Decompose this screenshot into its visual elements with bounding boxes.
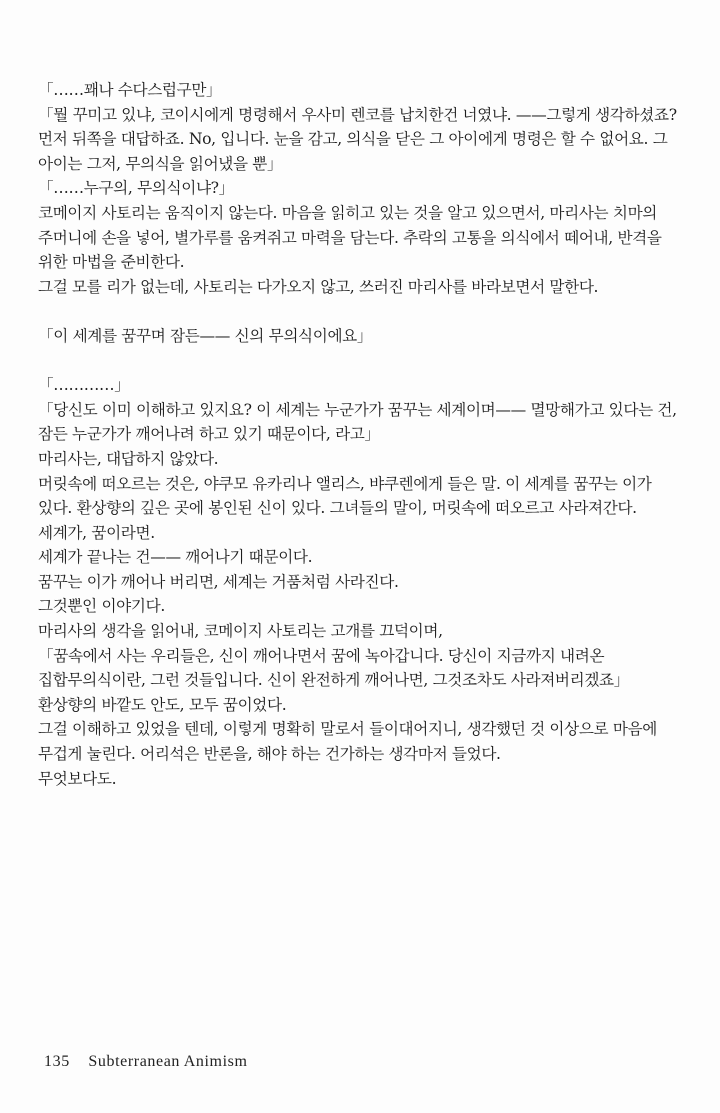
narration-paragraph: 세계가 끝나는 건—— 깨어나기 때문이다. <box>38 548 313 567</box>
narration-paragraph: 머릿속에 떠오르는 것은, 야쿠모 유카리나 앨리스, 뱌쿠렌에게 들은 말. 이 세계를 꿈꾸는 이가 있다. 환상향의 깊은 곳에 봉인된 신이 있다. 그녀들의 말이, 머릿속에 떠오르고 사라져간다. <box>38 474 652 518</box>
dialogue-line: 「이 세계를 꿈꾸며 잠든—— 신의 무의식이에요」 <box>38 326 373 345</box>
blank-line <box>38 299 686 324</box>
dialogue-line: 「……꽤나 수다스럽구만」 <box>38 81 222 99</box>
narration-paragraph: 세계가, 꿈이라면. <box>38 523 155 542</box>
narration-paragraph: 그걸 모를 리가 없는데, 사토리는 다가오지 않고, 쓰러진 마리사를 바라보면서 말한다. <box>38 277 599 296</box>
blank-line <box>38 349 686 374</box>
narration-paragraph: 그것뿐인 이야기다. <box>38 597 165 616</box>
page-body-text <box>38 78 686 791</box>
dialogue-line: 「……누구의, 무의식이냐?」 <box>38 179 234 198</box>
narration-paragraph: 꿈꾸는 이가 깨어나 버리면, 세계는 거품처럼 사라진다. <box>38 572 399 591</box>
dialogue-line: 「뭘 꾸미고 있냐, 코이시에게 명령해서 우사미 렌코를 납치한건 너였냐. ——그렇게 생각하셨죠? 먼저 뒤쪽을 대답하죠. No, 입니다. 눈을 감고, 의식을 닫은 그 아이에게 명령은 할 수 없어요. 그 아이는 그저, 무의식을 읽어냈을 뿐」 <box>38 105 677 173</box>
page-footer <box>44 1053 248 1071</box>
dialogue-line: 「당신도 이미 이해하고 있지요? 이 세계는 누군가가 꿈꾸는 세계이며—— 멸망해가고 있다는 건, 잠든 누군가가 깨어나려 하고 있기 때문이다, 라고」 <box>38 400 677 444</box>
dialogue-line: 「꿈속에서 사는 우리들은, 신이 깨어나면서 꿈에 녹아갑니다. 당신이 지금까지 내려온 집합무의식이란, 그런 것들입니다. 신이 완전하게 깨어나면, 그것조차도 사라져버리겠죠」 <box>38 646 630 690</box>
narration-paragraph: 코메이지 사토리는 움직이지 않는다. 마음을 읽히고 있는 것을 알고 있으면서, 마리사는 치마의 주머니에 손을 넣어, 별가루를 움켜쥐고 마력을 담는다. 추락의 고통을 의식에서 떼어내, 반격을 위한 마법을 준비한다. <box>38 203 662 272</box>
book-title: Subterranean Animism <box>88 1053 248 1070</box>
narration-paragraph: 무엇보다도. <box>38 769 117 788</box>
narration-paragraph: 마리사는, 대답하지 않았다. <box>38 449 219 468</box>
narration-paragraph: 마리사의 생각을 읽어내, 코메이지 사토리는 고개를 끄덕이며, <box>38 622 443 641</box>
narration-paragraph: 환상향의 바깥도 안도, 모두 꿈이었다. <box>38 695 287 714</box>
page-number: 135 <box>44 1053 70 1070</box>
dialogue-line: 「…………」 <box>38 376 130 395</box>
narration-paragraph: 그걸 이해하고 있었을 텐데, 이렇게 명확히 말로서 들이대어지니, 생각했던 것 이상으로 마음에 무겁게 눌린다. 어리석은 반론을, 해야 하는 건가하는 생각마저 들었다. <box>38 720 658 764</box>
